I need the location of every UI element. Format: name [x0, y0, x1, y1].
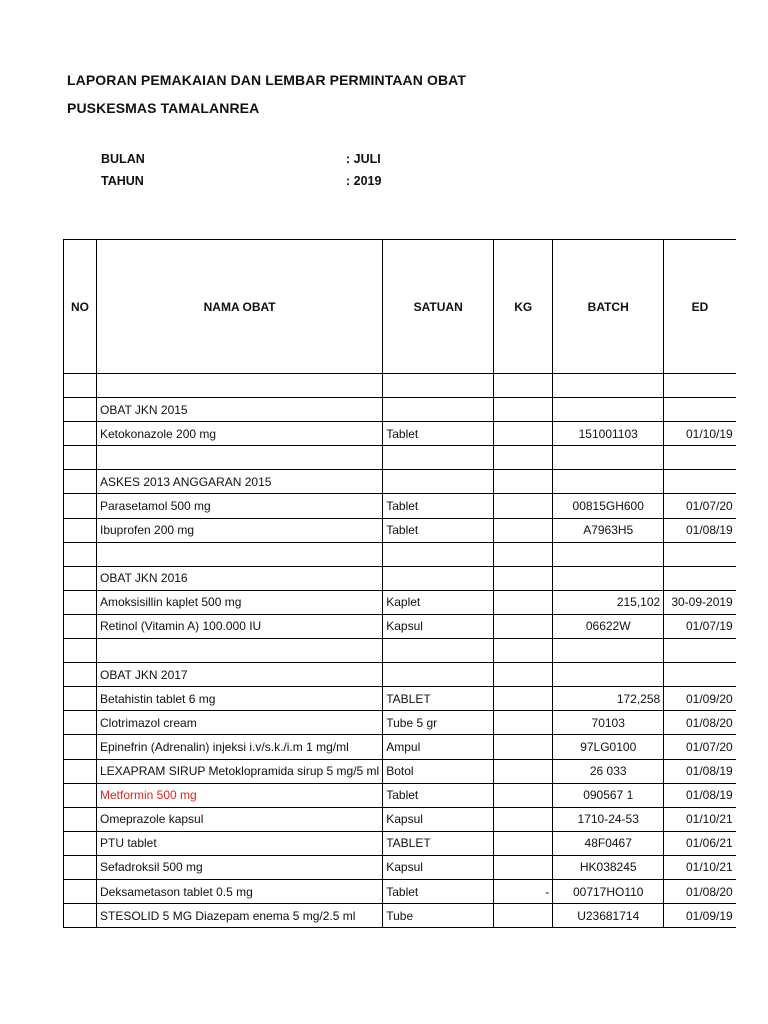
table-row — [64, 422, 736, 446]
ed-cell: 01/08/20 — [664, 711, 736, 735]
empty-row — [64, 446, 736, 470]
no-cell — [64, 518, 97, 542]
satuan-cell: Tablet — [383, 494, 494, 518]
kg-cell — [494, 904, 553, 928]
no-cell — [64, 614, 97, 638]
ed-cell: 01/08/19 — [664, 759, 736, 783]
batch-cell — [553, 398, 664, 422]
ed-cell: 01/06/21 — [664, 831, 736, 855]
batch-cell: 1710-24-53 — [553, 807, 664, 831]
ed-cell: 30-09-2019 — [664, 590, 736, 614]
no-cell — [64, 807, 97, 831]
ed-cell — [664, 374, 736, 398]
batch-cell — [553, 542, 664, 566]
table-header-row — [64, 240, 736, 374]
satuan-cell: Tablet — [383, 783, 494, 807]
no-cell — [64, 711, 97, 735]
no-cell — [64, 735, 97, 759]
table-row — [64, 518, 736, 542]
ed-cell: 01/07/20 — [664, 494, 736, 518]
kg-cell: - — [494, 879, 553, 903]
ed-cell — [664, 639, 736, 663]
satuan-cell: Kapsul — [383, 614, 494, 638]
empty-row — [64, 374, 736, 398]
ed-cell: 01/07/19 — [664, 614, 736, 638]
no-cell — [64, 639, 97, 663]
no-cell — [64, 590, 97, 614]
nama-obat-cell: Ibuprofen 200 mg — [97, 518, 383, 542]
batch-cell: 70103 — [553, 711, 664, 735]
nama-obat-cell — [97, 639, 383, 663]
kg-cell — [494, 759, 553, 783]
satuan-cell — [383, 398, 494, 422]
batch-cell: 48F0467 — [553, 831, 664, 855]
ed-cell: 01/10/21 — [664, 807, 736, 831]
nama-obat-cell: Amoksisillin kaplet 500 mg — [97, 590, 383, 614]
column-header-kg: KG — [494, 240, 553, 374]
batch-cell: 00717HO110 — [553, 879, 664, 903]
kg-cell — [494, 807, 553, 831]
ed-cell: 01/08/19 — [664, 783, 736, 807]
table-row — [64, 711, 736, 735]
satuan-cell — [383, 446, 494, 470]
nama-obat-cell: Ketokonazole 200 mg — [97, 422, 383, 446]
no-cell — [64, 422, 97, 446]
no-cell — [64, 879, 97, 903]
no-cell — [64, 759, 97, 783]
nama-obat-cell: Clotrimazol cream — [97, 711, 383, 735]
column-header-batch: BATCH — [553, 240, 664, 374]
satuan-cell: Ampul — [383, 735, 494, 759]
batch-cell: 26 033 — [553, 759, 664, 783]
batch-cell: U23681714 — [553, 904, 664, 928]
section-label: OBAT JKN 2015 — [97, 398, 383, 422]
empty-row — [64, 639, 736, 663]
kg-cell — [494, 831, 553, 855]
kg-cell — [494, 590, 553, 614]
ed-cell — [664, 446, 736, 470]
no-cell — [64, 783, 97, 807]
table-row — [64, 735, 736, 759]
section-row — [64, 398, 736, 422]
satuan-cell: Kapsul — [383, 855, 494, 879]
ed-cell: 01/07/20 — [664, 735, 736, 759]
batch-cell: A7963H5 — [553, 518, 664, 542]
no-cell — [64, 566, 97, 590]
kg-cell — [494, 518, 553, 542]
kg-cell — [494, 566, 553, 590]
ed-cell: 01/08/19 — [664, 518, 736, 542]
batch-cell: 06622W — [553, 614, 664, 638]
satuan-cell — [383, 566, 494, 590]
table-row — [64, 590, 736, 614]
table-row — [64, 494, 736, 518]
no-cell — [64, 374, 97, 398]
nama-obat-cell — [97, 542, 383, 566]
nama-obat-cell: Epinefrin (Adrenalin) injeksi i.v/s.k./i.m 1 mg/ml — [97, 735, 383, 759]
satuan-cell — [383, 663, 494, 687]
column-header-nama-obat: NAMA OBAT — [97, 240, 383, 374]
batch-cell: 172,258 — [553, 687, 664, 711]
ed-cell: 01/10/21 — [664, 855, 736, 879]
section-row — [64, 566, 736, 590]
kg-cell — [494, 663, 553, 687]
satuan-cell — [383, 470, 494, 494]
satuan-cell: Kapsul — [383, 807, 494, 831]
batch-cell — [553, 663, 664, 687]
nama-obat-cell: Betahistin tablet 6 mg — [97, 687, 383, 711]
table-row — [64, 783, 736, 807]
no-cell — [64, 494, 97, 518]
no-cell — [64, 470, 97, 494]
satuan-cell: Kaplet — [383, 590, 494, 614]
table-row — [64, 614, 736, 638]
kg-cell — [494, 711, 553, 735]
tahun-label: TAHUN — [101, 174, 144, 188]
section-label: OBAT JKN 2017 — [97, 663, 383, 687]
table-body — [64, 374, 736, 928]
table-row — [64, 687, 736, 711]
bulan-value: : JULI — [346, 152, 381, 166]
kg-cell — [494, 855, 553, 879]
no-cell — [64, 687, 97, 711]
batch-cell — [553, 446, 664, 470]
batch-cell — [553, 374, 664, 398]
satuan-cell — [383, 542, 494, 566]
kg-cell — [494, 374, 553, 398]
table-row — [64, 759, 736, 783]
ed-cell: 01/09/20 — [664, 687, 736, 711]
kg-cell — [494, 542, 553, 566]
section-row — [64, 470, 736, 494]
table-row — [64, 879, 736, 903]
tahun-value: : 2019 — [346, 174, 382, 188]
nama-obat-cell: PTU tablet — [97, 831, 383, 855]
ed-cell: 01/08/20 — [664, 879, 736, 903]
satuan-cell: Tablet — [383, 879, 494, 903]
bulan-label: BULAN — [101, 152, 145, 166]
kg-cell — [494, 446, 553, 470]
satuan-cell: Botol — [383, 759, 494, 783]
batch-cell — [553, 470, 664, 494]
ed-cell: 01/09/19 — [664, 904, 736, 928]
column-header-no: NO — [64, 240, 97, 374]
batch-cell: 00815GH600 — [553, 494, 664, 518]
table-row — [64, 855, 736, 879]
section-label: OBAT JKN 2016 — [97, 566, 383, 590]
nama-obat-cell: Sefadroksil 500 mg — [97, 855, 383, 879]
no-cell — [64, 446, 97, 470]
kg-cell — [494, 494, 553, 518]
nama-obat-cell: LEXAPRAM SIRUP Metoklopramida sirup 5 mg/5 ml — [97, 759, 383, 783]
satuan-cell: TABLET — [383, 687, 494, 711]
no-cell — [64, 855, 97, 879]
satuan-cell: TABLET — [383, 831, 494, 855]
satuan-cell: Tube 5 gr — [383, 711, 494, 735]
satuan-cell: Tube — [383, 904, 494, 928]
kg-cell — [494, 687, 553, 711]
batch-cell: 215,102 — [553, 590, 664, 614]
batch-cell — [553, 566, 664, 590]
report-subtitle: PUSKESMAS TAMALANREA — [67, 100, 260, 116]
batch-cell: 151001103 — [553, 422, 664, 446]
kg-cell — [494, 639, 553, 663]
kg-cell — [494, 783, 553, 807]
no-cell — [64, 904, 97, 928]
nama-obat-cell: Metformin 500 mg — [97, 783, 383, 807]
kg-cell — [494, 422, 553, 446]
medicine-table — [63, 239, 736, 928]
section-label: ASKES 2013 ANGGARAN 2015 — [97, 470, 383, 494]
ed-cell: 01/10/19 — [664, 422, 736, 446]
ed-cell — [664, 470, 736, 494]
ed-cell — [664, 398, 736, 422]
satuan-cell — [383, 374, 494, 398]
no-cell — [64, 831, 97, 855]
batch-cell — [553, 639, 664, 663]
batch-cell: 090567 1 — [553, 783, 664, 807]
report-title: LAPORAN PEMAKAIAN DAN LEMBAR PERMINTAAN OBAT — [67, 72, 466, 88]
ed-cell — [664, 542, 736, 566]
nama-obat-cell: Omeprazole kapsul — [97, 807, 383, 831]
empty-row — [64, 542, 736, 566]
column-header-satuan: SATUAN — [383, 240, 494, 374]
section-row — [64, 663, 736, 687]
table-row — [64, 807, 736, 831]
column-header-ed: ED — [664, 240, 736, 374]
kg-cell — [494, 398, 553, 422]
nama-obat-cell — [97, 374, 383, 398]
ed-cell — [664, 663, 736, 687]
satuan-cell: Tablet — [383, 422, 494, 446]
nama-obat-cell: STESOLID 5 MG Diazepam enema 5 mg/2.5 ml — [97, 904, 383, 928]
kg-cell — [494, 735, 553, 759]
batch-cell: 97LG0100 — [553, 735, 664, 759]
satuan-cell: Tablet — [383, 518, 494, 542]
kg-cell — [494, 470, 553, 494]
no-cell — [64, 663, 97, 687]
nama-obat-cell: Retinol (Vitamin A) 100.000 IU — [97, 614, 383, 638]
nama-obat-cell: Deksametason tablet 0.5 mg — [97, 879, 383, 903]
batch-cell: HK038245 — [553, 855, 664, 879]
nama-obat-cell — [97, 446, 383, 470]
table-row — [64, 904, 736, 928]
nama-obat-cell: Parasetamol 500 mg — [97, 494, 383, 518]
satuan-cell — [383, 639, 494, 663]
ed-cell — [664, 566, 736, 590]
table-row — [64, 831, 736, 855]
no-cell — [64, 542, 97, 566]
no-cell — [64, 398, 97, 422]
kg-cell — [494, 614, 553, 638]
